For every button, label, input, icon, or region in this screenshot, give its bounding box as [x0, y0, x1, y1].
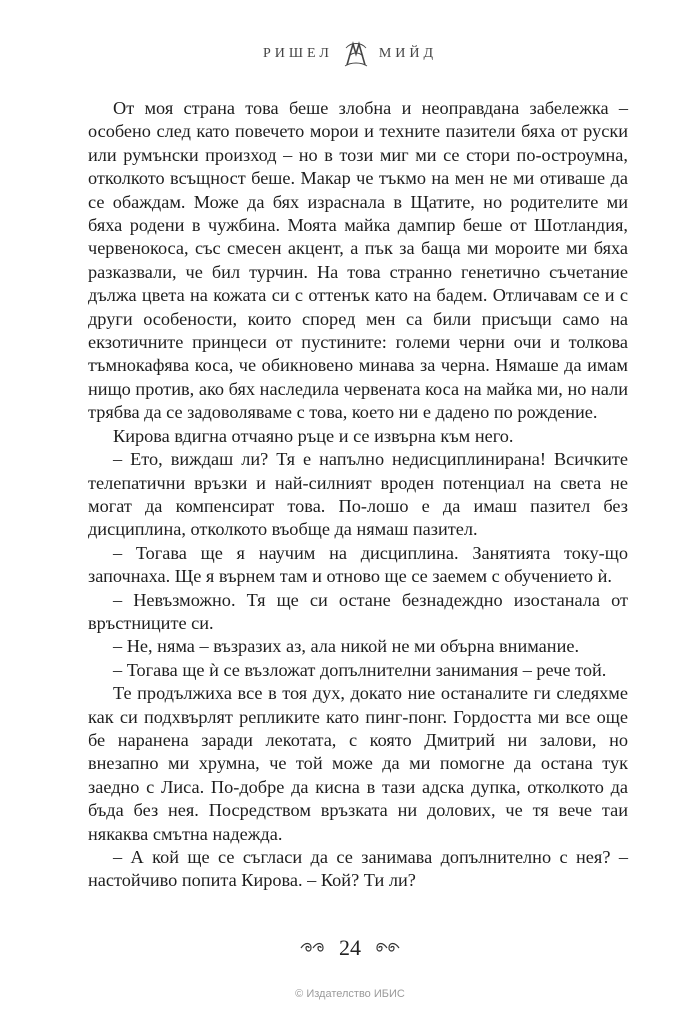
ornament-right-icon — [371, 942, 401, 954]
author-last-name: МИЙД — [378, 46, 438, 61]
page-number: 24 — [339, 935, 361, 960]
copyright-notice: © Издателство ИБИС — [295, 988, 405, 1000]
paragraph: – Тогава ще ѝ се възложат допълнителни занимания – рече той. — [113, 659, 607, 680]
paragraph: Те продължиха все в тоя дух, докато ние останалите ги следяхме как си подхвърлят репликите като пинг-понг. Гордостта ми все още бе наранена заради лекотата, с която Дмитрий ни залови, но внезапно ми хрумна, че той може да ми помогне да остана тук заедно с Лиса. По-добре да кисна в тази адска дупка, отколкото да бъда без нея. Посредством връзката ни доловиx, че тя вече таи някаква смътна надежда. — [88, 683, 628, 844]
paragraph: – Не, няма – възразих аз, ала никой не ми обърна внимание. — [113, 636, 580, 657]
author-first-name: РИШЕЛ — [262, 46, 333, 61]
logo-monogram-icon — [343, 40, 369, 68]
running-header — [0, 40, 700, 68]
paragraph: От моя страна това беше злобна и неоправдана забележка – особено след като повечето морои и техните пазители бяха от руски или румънски произход – но в този миг ми се стори по-остроумна, отколкото всъщност беше. Макар че тъкмо на мен не ми отиваше да се обаждам. Може да бях израснала в Щатите, но родителите ми бяха родени в чужбина. Моята майка дампир беше от Шотландия, червенокоса, със смесен акцент, а пък за баща ми мороите ми бяха разказвали, че бил турчин. На това странно генетично съчетание дължа цвета на кожата си с оттенък като на бадем. Отличавам се и с други особености, които според мен са били присъщи само на екзотичните принцеси от пустините: големи черни очи и толкова тъмнокафява коса, че обикновено минава за черна. Нямаше да имам нищо против, ако бях наследила червената коса на майка ми, но нали трябва да се задоволяваме с това, което ни е дадено по рождение. — [88, 98, 628, 423]
paragraph: – А кой ще се съгласи да се занимава допълнително с нея? – настойчиво попита Кирова. – Кой? Ти ли? — [88, 847, 628, 891]
ornament-left-icon — [299, 942, 329, 954]
page-body — [88, 97, 628, 893]
page-footer — [0, 935, 700, 961]
paragraph: – Невъзможно. Тя ще си остане безнадеждно изостанала от връстниците си. — [88, 589, 628, 633]
paragraph: Кирова вдигна отчаяно ръце и се извърна към него. — [113, 425, 514, 446]
paragraph: – Тогава ще я научим на дисциплина. Занятията току-що започнаха. Ще я върнем там и отново ще се заемем с обучението ѝ. — [88, 542, 628, 587]
paragraph: – Ето, виждаш ли? Тя е напълно недисциплинирана! Всичките телепатични връзки и най-силният вроден потенциал на света не могат да компенсират това. По-лошо е да имаш пазител без дисциплина, отколкото въобще да нямаш пазител. — [88, 449, 628, 540]
